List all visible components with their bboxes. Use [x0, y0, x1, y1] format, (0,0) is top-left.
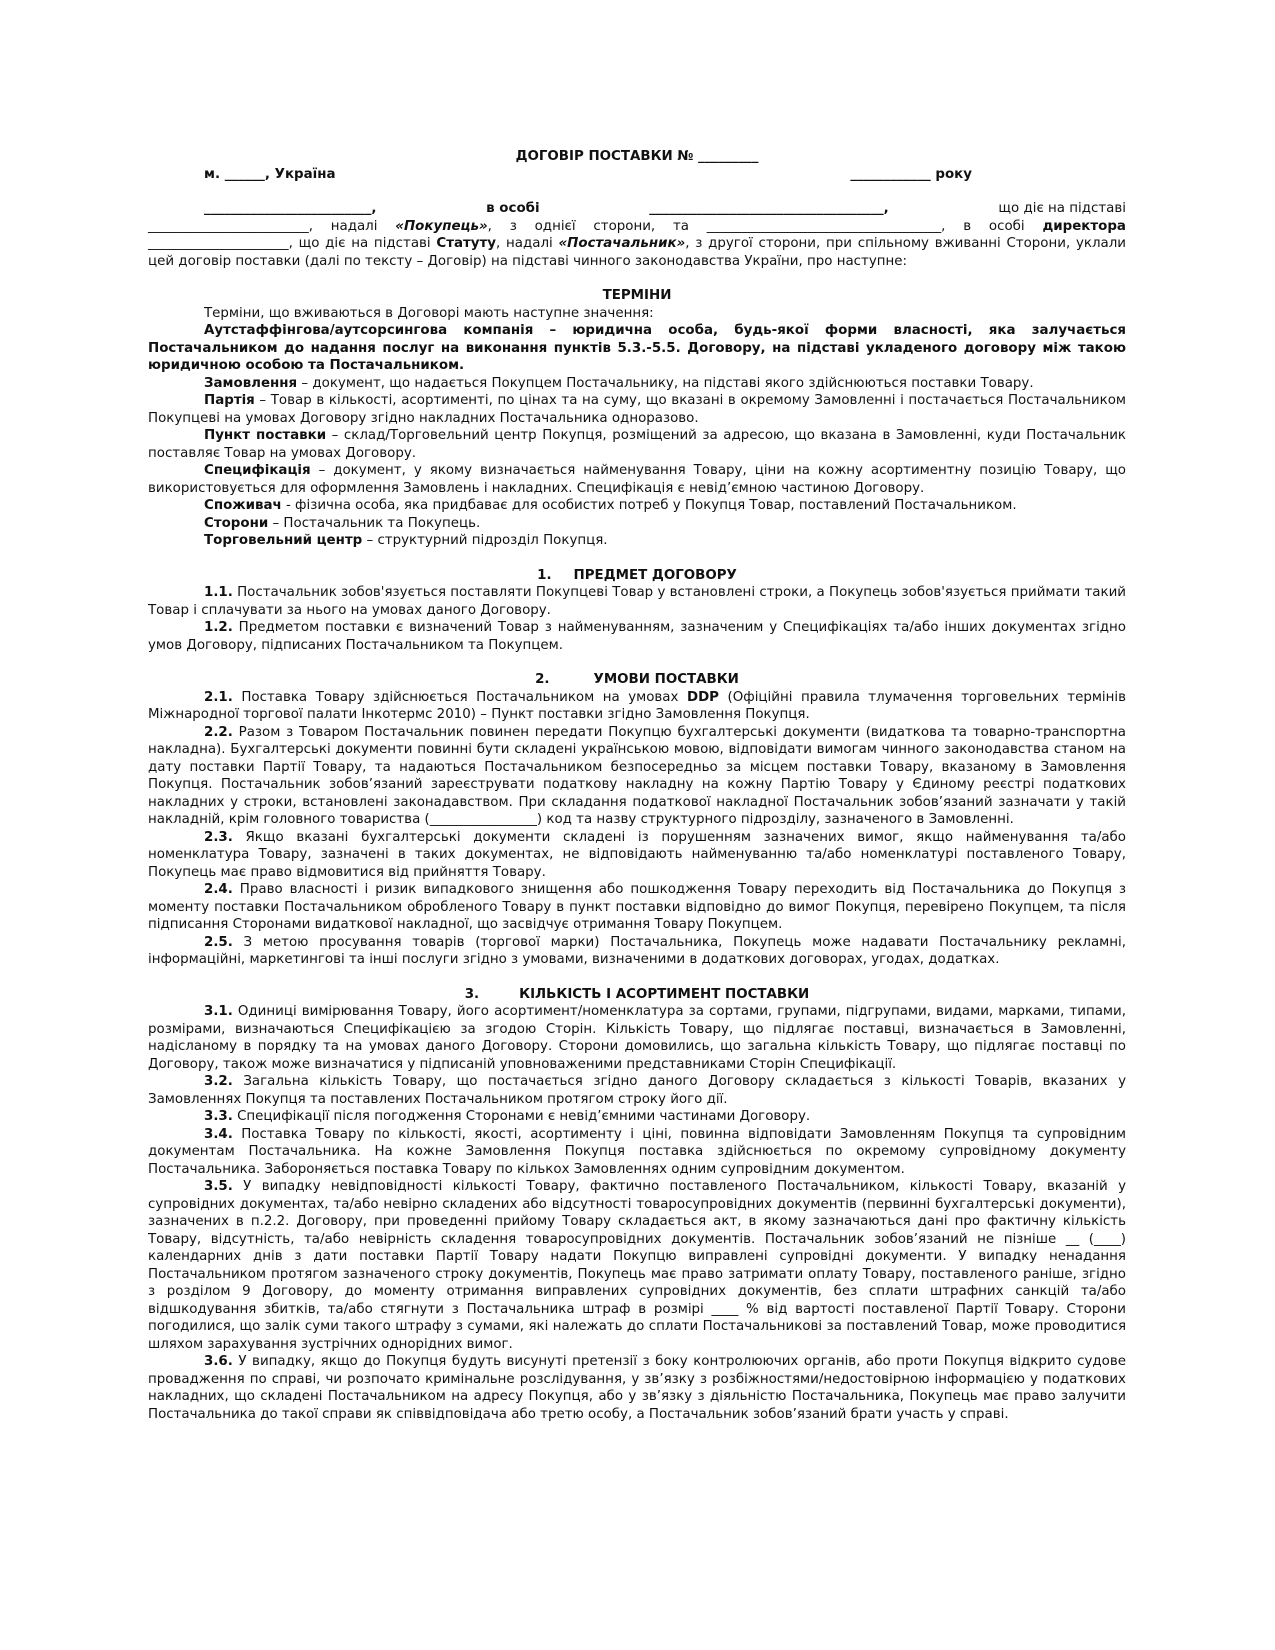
- clause-number: 2.3.: [204, 829, 233, 845]
- spacer: [148, 654, 1126, 671]
- preamble-body: [148, 218, 1126, 271]
- clause-number: 1.2.: [204, 620, 233, 635]
- spacer: [148, 550, 1126, 567]
- buyer-role: «Покупець»: [395, 218, 488, 234]
- section-heading: [148, 671, 1126, 689]
- clause-number: 3.4.: [204, 1126, 233, 1142]
- clause-number: 3.2.: [204, 1074, 233, 1089]
- clause-number: 3.5.: [204, 1179, 233, 1194]
- term-name: Партія: [204, 393, 255, 408]
- term-definition: – склад/Торговельний центр Покупця, розміщений за адресою, що вказана в Замовленні, куди Постачальник поставляє Товар на умовах Договору.: [148, 428, 1126, 461]
- term-name: Пункт поставки: [204, 428, 327, 443]
- incoterm-ddp: DDP: [686, 689, 719, 705]
- clause-text: Предметом поставки є визначений Товар з найменуванням, зазначеним у Специфікаціях та/або інших документах згідно умов Договору, підписаних Постачальником та Покупцем.: [148, 620, 1126, 653]
- terms-section: [148, 287, 1126, 550]
- clause: [148, 1108, 1126, 1126]
- section-number: 1.: [537, 567, 552, 583]
- term-item-specification: [148, 462, 1126, 497]
- terms-lead: Терміни, що вживаються в Договорі мають наступне значення:: [204, 305, 654, 321]
- clause-number: 2.4.: [204, 882, 233, 897]
- term-item-delivery-point: [148, 427, 1126, 462]
- clause-text: Поставка Товару здійснюється Постачальником на умовах: [232, 689, 687, 705]
- clause-number: 3.1.: [204, 1004, 233, 1019]
- clause-text: (Офіційні правила тлумачення торговельних термінів Міжнародної торгової палати Інкотермс 2010) – Пункт поставки згідно Замовлення Покупця.: [148, 689, 1127, 722]
- supplier-role: «Постачальник»: [558, 236, 686, 251]
- in-person-label: в особі: [486, 201, 540, 216]
- contract-date: ____________ року: [850, 166, 972, 182]
- clause: [148, 1003, 1126, 1073]
- statute-label: Статуту: [436, 236, 497, 251]
- contract-title: ДОГОВІР ПОСТАВКИ № _________: [515, 149, 759, 164]
- representative-blank: ___________________________________,: [649, 201, 889, 216]
- clause-text: У випадку, якщо до Покупця будуть висунуті претензії з боку контролюючих органів, або проти Покупця відкрито судове провадження по справі, чи розпочато кримінальне розслідування, у зв’язку з розбіжностями/недостовірною інформацією у податкових накладних, що складені Постачальником на адресу Покупця, або у зв’язку з діяльністю Постачальника, Покупець має право залучити Постачальника до такої справи як співвідповідача або третю особу, а Постачальник зобов’язаний брати участь у справі.: [148, 1354, 1126, 1422]
- preamble-text-c: _____________________, що діє на підставі: [148, 236, 437, 251]
- term-definition: – документ, у якому визначається найменування Товару, ціни на кожну асортиментну позицію Товару, що використовується для оформлення Замовлень і накладних. Специфікація є невід’ємною частиною Договору.: [148, 463, 1126, 496]
- contract-city: м. ______, Україна: [204, 166, 336, 182]
- party-name-blank: _________________________,: [204, 201, 377, 216]
- clause: [148, 1353, 1126, 1423]
- spacer: [148, 969, 1126, 986]
- director-label: директора: [1042, 218, 1126, 234]
- term-name: Споживач: [204, 498, 282, 513]
- term-definition: – Товар в кількості, асортименті, по цінах та на суму, що вказані в окремому Замовленні і постачається Постачальником Покупцеві на умовах Договору згідно накладних Постачальника одноразово.: [148, 393, 1126, 426]
- clause-number: 3.6.: [204, 1354, 233, 1369]
- contract-page: [148, 148, 1126, 1423]
- section-3: [148, 986, 1126, 1424]
- clause: [148, 1178, 1126, 1353]
- clause: [148, 619, 1126, 654]
- clause-text: Загальна кількість Товару, що постачається згідно даного Договору складається з кількості Товарів, вказаних у Замовленнях Покупця та поставлених Постачальником протягом строку його дії.: [148, 1074, 1126, 1107]
- term-name: Замовлення: [204, 375, 298, 391]
- clause: [148, 829, 1126, 882]
- acting-basis-label: що діє на підставі: [998, 201, 1126, 216]
- term-item-batch: [148, 392, 1126, 427]
- clause: [148, 584, 1126, 619]
- clause-number: 3.3.: [204, 1109, 233, 1124]
- preamble-text-e: , з другої сторони, при спільному вживанні Сторони, уклали цей договір поставки (далі по тексту – Договір) на підставі чинного законодавства України, про наступне:: [148, 236, 1126, 269]
- spacer: [148, 183, 1126, 200]
- term-name: Аутстаффінгова/аутсорсингова компанія: [204, 323, 534, 338]
- clause-text: Постачальник зобов'язується поставляти Покупцеві Товар у встановлені строки, а Покупець зобов'язується приймати такий Товар і сплачувати за нього на умовах даного Договору.: [148, 585, 1126, 618]
- term-definition: – юридична особа, будь-якої форми власності, яка залучається Постачальником до надання послуг на виконання пунктів 5.3.-5.5. Договору, на підставі укладеного договору між такою юридичною особою та Постачальником.: [148, 323, 1126, 373]
- spacer: [148, 270, 1126, 287]
- clause-text: Право власності і ризик випадкового знищення або пошкодження Товару переходить від Постачальника до Покупця з моменту поставки Постачальником обробленого Товару в пункт поставки відповідно до вимог Покупця, перевірено Покупцем, та після підписання Сторонами видаткової накладної, що засвідчує отримання Товару Покупцем.: [148, 882, 1126, 932]
- term-definition: – документ, що надається Покупцем Постачальнику, на підставі якого здійснюються поставки Товару.: [297, 375, 1034, 391]
- clause: [148, 881, 1126, 934]
- clause-text: У випадку невідповідності кількості Товару, фактично поставленого Постачальником, кількості Товару, вказаній у супровідних документах, та/або невірно складених або відсутності товаросупровідних документів (первинні бухгалтерські документи), зазначених в п.2.2. Договору, при проведенні прийому Товару складається акт, в якому зазначаються дані про фактичну кількість Товару, відсутність, та/або невірність складення товаросупровідних документів. Постачальник зобов’язаний не пізніше __ (____) календарних днів з дати поставки Партії Товару надати Покупцю виправлені супровідні документи. У випадку ненадання Постачальником протягом зазначеного строку документів, Покупець має право затримати оплату Товару, поставленого раніше, згідно з розділом 9 Договору, до моменту отримання виправлених супровідних документів, без сплати штрафних санкцій та/або відшкодування збитків, та/або стягнути з Постачальника штраф в розмірі ____ % від вартості поставленої Партії Товару. Сторони погодилися, що залік суми такого штрафу з сумами, які належать до сплати Постачальникові за поставлений Товар, може проводитися шляхом зарахування зустрічних однорідних вимог.: [148, 1179, 1126, 1352]
- clause-text: З метою просування товарів (торгової марки) Постачальника, Покупець може надавати Постачальнику рекламні, інформаційні, маркетингові та інші послуги згідно з умовами, визначеними в додаткових договорах, угодах, додатках.: [148, 934, 1126, 967]
- clause-text: Поставка Товару по кількості, якості, асортименту і ціні, повинна відповідати Замовленням Покупця та супровідним документам Постачальника. На кожне Замовлення Покупця поставка здійснюється по окремому супровідному документу Постачальника. Забороняється поставка Товару по кількох Замовленнях одним супровідним документом.: [148, 1126, 1126, 1177]
- term-definition: – Постачальник та Покупець.: [268, 515, 481, 531]
- term-name: Торговельний центр: [204, 533, 363, 548]
- clause-text: Якщо вказані бухгалтерські документи складені із порушенням зазначених вимог, якщо найменування та/або номенклатура Товару, зазначені в таких документах, не відповідають найменуванню та/або номенклатурі поставленого Товару, Покупець має право відмовитися від прийняття Товару.: [148, 829, 1126, 880]
- clause: [148, 724, 1126, 829]
- preamble: [148, 200, 1126, 270]
- preamble-text-d: , надалі: [496, 236, 559, 251]
- section-number: 2.: [535, 672, 550, 687]
- clause-number: 2.1.: [204, 689, 233, 705]
- clause: [148, 1073, 1126, 1108]
- place-date-row: [148, 166, 1126, 184]
- clause-number: 1.1.: [204, 585, 233, 600]
- term-item-consumer: [148, 497, 1126, 515]
- clause-text: Специфікації після погодження Сторонами є невід’ємними частинами Договору.: [232, 1109, 811, 1124]
- clause: [148, 689, 1126, 724]
- preamble-text-b: , з однієї сторони, та ___________________________________, в особі: [487, 218, 1025, 234]
- clause-text: Одиниці вимірювання Товару, його асортимент/номенклатура за сортами, групами, підгрупами, видами, марками, типами, розмірами, визначаються Специфікацією за згодою Сторін. Кількість Товару, що підлягає поставці, визначається в Замовленні, надісланому в порядку та на умовах даного Договору. Сторони домовились, що загальна кількість Товару, що підлягає поставці по Договору, також може визначатися у підписаній уповноваженими представниками Сторін Специфікації.: [148, 1004, 1126, 1072]
- clause: [148, 934, 1126, 969]
- section-2: [148, 671, 1126, 969]
- clause-number: 2.2.: [204, 724, 233, 740]
- term-item-parties: [148, 515, 1126, 533]
- section-title: ПРЕДМЕТ ДОГОВОРУ: [573, 567, 737, 583]
- clause-number: 2.5.: [204, 934, 233, 950]
- term-item-outstaffing: [148, 322, 1126, 375]
- section-number: 3.: [464, 986, 480, 1002]
- preamble-text-a: ________________________, надалі: [148, 218, 396, 234]
- clause: [148, 1126, 1126, 1179]
- terms-heading: ТЕРМІНИ: [602, 288, 672, 303]
- term-definition: – структурний підрозділ Покупця.: [362, 533, 608, 548]
- section-title: КІЛЬКІСТЬ І АСОРТИМЕНТ ПОСТАВКИ: [519, 986, 810, 1002]
- clause-text: Разом з Товаром Постачальник повинен передати Покупцю бухгалтерські документи (видаткова та товарно-транспортна накладна). Бухгалтерські документи повинні бути складені українською мовою, відповідати вимогам чинного законодавства станом на дату поставки Партії Товару, та надаються Постачальником безпосередньо за місцем поставки Товару, вказаному в Замовлення Покупця. Постачальник зобов’язаний зареєструвати податкову накладну на кожну Партію Товару у Єдиному реєстрі податкових накладних у строки, встановлені законадавством. При складання податкової накладної Постачальник зобов’язаний зазначати у такій накладній, крім головного товариства (________________) код та назву структурного підрозділу, зазначеного в Замовленні.: [148, 724, 1126, 827]
- term-definition: - фізична особа, яка придбаває для особистих потреб у Покупця Товар, поставлений Постачальником.: [281, 498, 1017, 513]
- section-title: УМОВИ ПОСТАВКИ: [593, 672, 739, 687]
- preamble-line-1: [148, 200, 1126, 218]
- section-1: [148, 567, 1126, 655]
- section-heading: [148, 986, 1126, 1004]
- term-item-trade-center: [148, 532, 1126, 550]
- term-item-order: [148, 375, 1126, 393]
- section-heading: [148, 567, 1126, 585]
- term-name: Специфікація: [204, 463, 311, 478]
- term-name: Сторони: [204, 515, 269, 531]
